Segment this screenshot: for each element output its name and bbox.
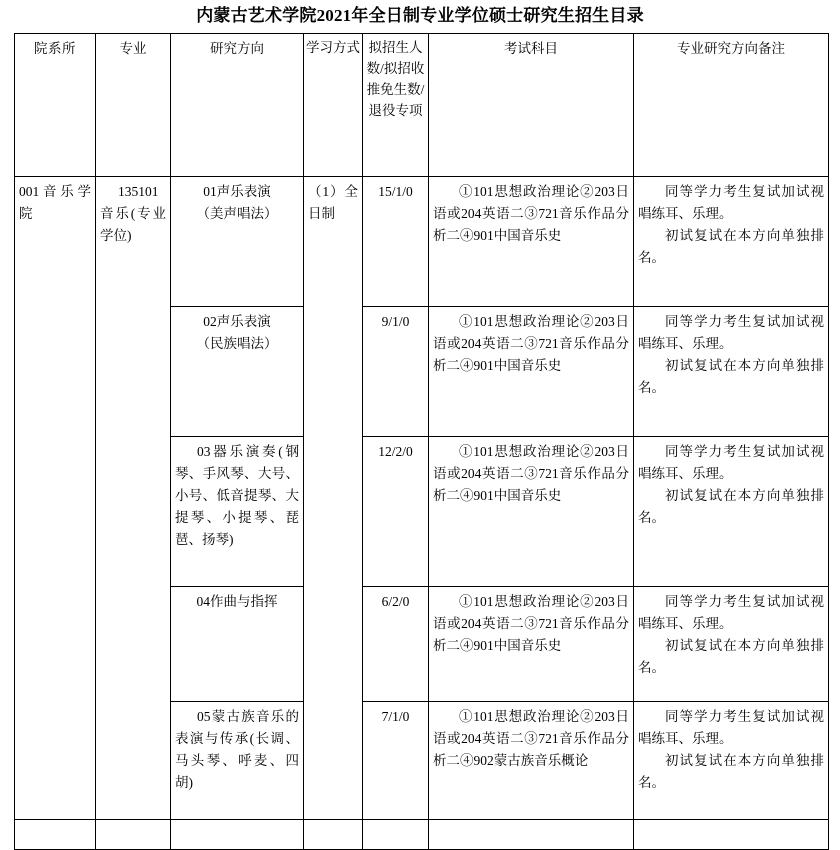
- cell-direction: [171, 307, 304, 437]
- exam-subjects-text: ①101思想政治理论②203日语或204英语二③721音乐作品分析二④901中国音乐史: [433, 444, 629, 504]
- major-name: 音乐(专业学位): [100, 206, 166, 244]
- table-row-partial: [15, 820, 829, 850]
- cell-direction-next: [171, 820, 304, 850]
- cell-remarks: [634, 702, 829, 820]
- direction-line-2: （民族唱法）: [196, 336, 278, 352]
- table-header-row: [15, 34, 829, 177]
- direction-text: 03器乐演奏(钢琴、手风琴、大号、小号、低音提琴、大提琴、小提琴、琵琶、扬琴): [175, 444, 299, 547]
- cell-quota: 15/1/0: [363, 177, 429, 307]
- remark-paragraph-2: 初试复试在本方向单独排名。: [638, 753, 824, 790]
- cell-exam-subjects: [429, 702, 634, 820]
- remark-paragraph-1: 同等学力考生复试加试视唱练耳、乐理。: [638, 594, 824, 632]
- table-header: [15, 34, 829, 177]
- exam-subjects-text: ①101思想政治理论②203日语或204英语二③721音乐作品分析二④902蒙古族音乐概论: [433, 709, 629, 769]
- remark-paragraph-1: 同等学力考生复试加试视唱练耳、乐理。: [638, 444, 824, 482]
- exam-subjects-text: ①101思想政治理论②203日语或204英语二③721音乐作品分析二④901中国音乐史: [433, 314, 629, 374]
- admissions-catalog-table: [14, 33, 829, 850]
- cell-study-mode: [304, 177, 363, 820]
- cell-remarks-next: [634, 820, 829, 850]
- cell-exam-subjects: [429, 587, 634, 702]
- cell-department-next: [15, 820, 96, 850]
- direction-text: 04作曲与指挥: [196, 594, 278, 610]
- column-header-major: 专业: [96, 34, 171, 177]
- remark-paragraph-1: 同等学力考生复试加试视唱练耳、乐理。: [638, 184, 824, 222]
- exam-subjects-text: ①101思想政治理论②203日语或204英语二③721音乐作品分析二④901中国音乐史: [433, 594, 629, 654]
- column-header-exam-subjects: 考试科目: [429, 34, 634, 177]
- cell-quota: 9/1/0: [363, 307, 429, 437]
- direction-line-1: 01声乐表演: [203, 184, 271, 200]
- cell-major: [96, 177, 171, 820]
- cell-remarks: [634, 587, 829, 702]
- cell-exam-subjects: [429, 437, 634, 587]
- cell-study-mode-next: [304, 820, 363, 850]
- cell-quota: 7/1/0: [363, 702, 429, 820]
- cell-quota: 12/2/0: [363, 437, 429, 587]
- column-header-direction: 研究方向: [171, 34, 304, 177]
- cell-exam-subjects-next: [429, 820, 634, 850]
- remark-paragraph-2: 初试复试在本方向单独排名。: [638, 488, 824, 525]
- cell-direction: [171, 702, 304, 820]
- cell-direction: [171, 587, 304, 702]
- column-header-department: 院系所: [15, 34, 96, 177]
- column-header-study-mode: 学习方式: [304, 34, 363, 177]
- major-code: 135101: [118, 184, 159, 200]
- direction-text: 05蒙古族音乐的表演与传承(长调、马头琴、呼麦、四胡): [175, 709, 299, 790]
- cell-exam-subjects: [429, 307, 634, 437]
- column-header-quota: 拟招生人数/拟招收推免生数/退役专项: [363, 34, 429, 177]
- cell-quota: 6/2/0: [363, 587, 429, 702]
- cell-department: 001音乐学院: [15, 177, 96, 820]
- cell-quota-next: [363, 820, 429, 850]
- cell-major-next: [96, 820, 171, 850]
- cell-remarks: [634, 437, 829, 587]
- table-body: [15, 177, 829, 850]
- table-row: [15, 177, 829, 307]
- cell-direction: [171, 177, 304, 307]
- study-mode-value: （1）全日制: [308, 184, 358, 222]
- direction-line-1: 02声乐表演: [203, 314, 271, 330]
- cell-direction: [171, 437, 304, 587]
- page-title: 内蒙古艺术学院2021年全日制专业学位硕士研究生招生目录: [196, 6, 644, 25]
- cell-exam-subjects: [429, 177, 634, 307]
- remark-paragraph-1: 同等学力考生复试加试视唱练耳、乐理。: [638, 314, 824, 352]
- direction-line-2: （美声唱法）: [196, 206, 278, 222]
- column-header-remarks: 专业研究方向备注: [634, 34, 829, 177]
- remark-paragraph-2: 初试复试在本方向单独排名。: [638, 638, 824, 675]
- remark-paragraph-2: 初试复试在本方向单独排名。: [638, 358, 824, 395]
- cell-remarks: [634, 177, 829, 307]
- cell-remarks: [634, 307, 829, 437]
- exam-subjects-text: ①101思想政治理论②203日语或204英语二③721音乐作品分析二④901中国音乐史: [433, 184, 629, 244]
- remark-paragraph-1: 同等学力考生复试加试视唱练耳、乐理。: [638, 709, 824, 747]
- remark-paragraph-2: 初试复试在本方向单独排名。: [638, 228, 824, 265]
